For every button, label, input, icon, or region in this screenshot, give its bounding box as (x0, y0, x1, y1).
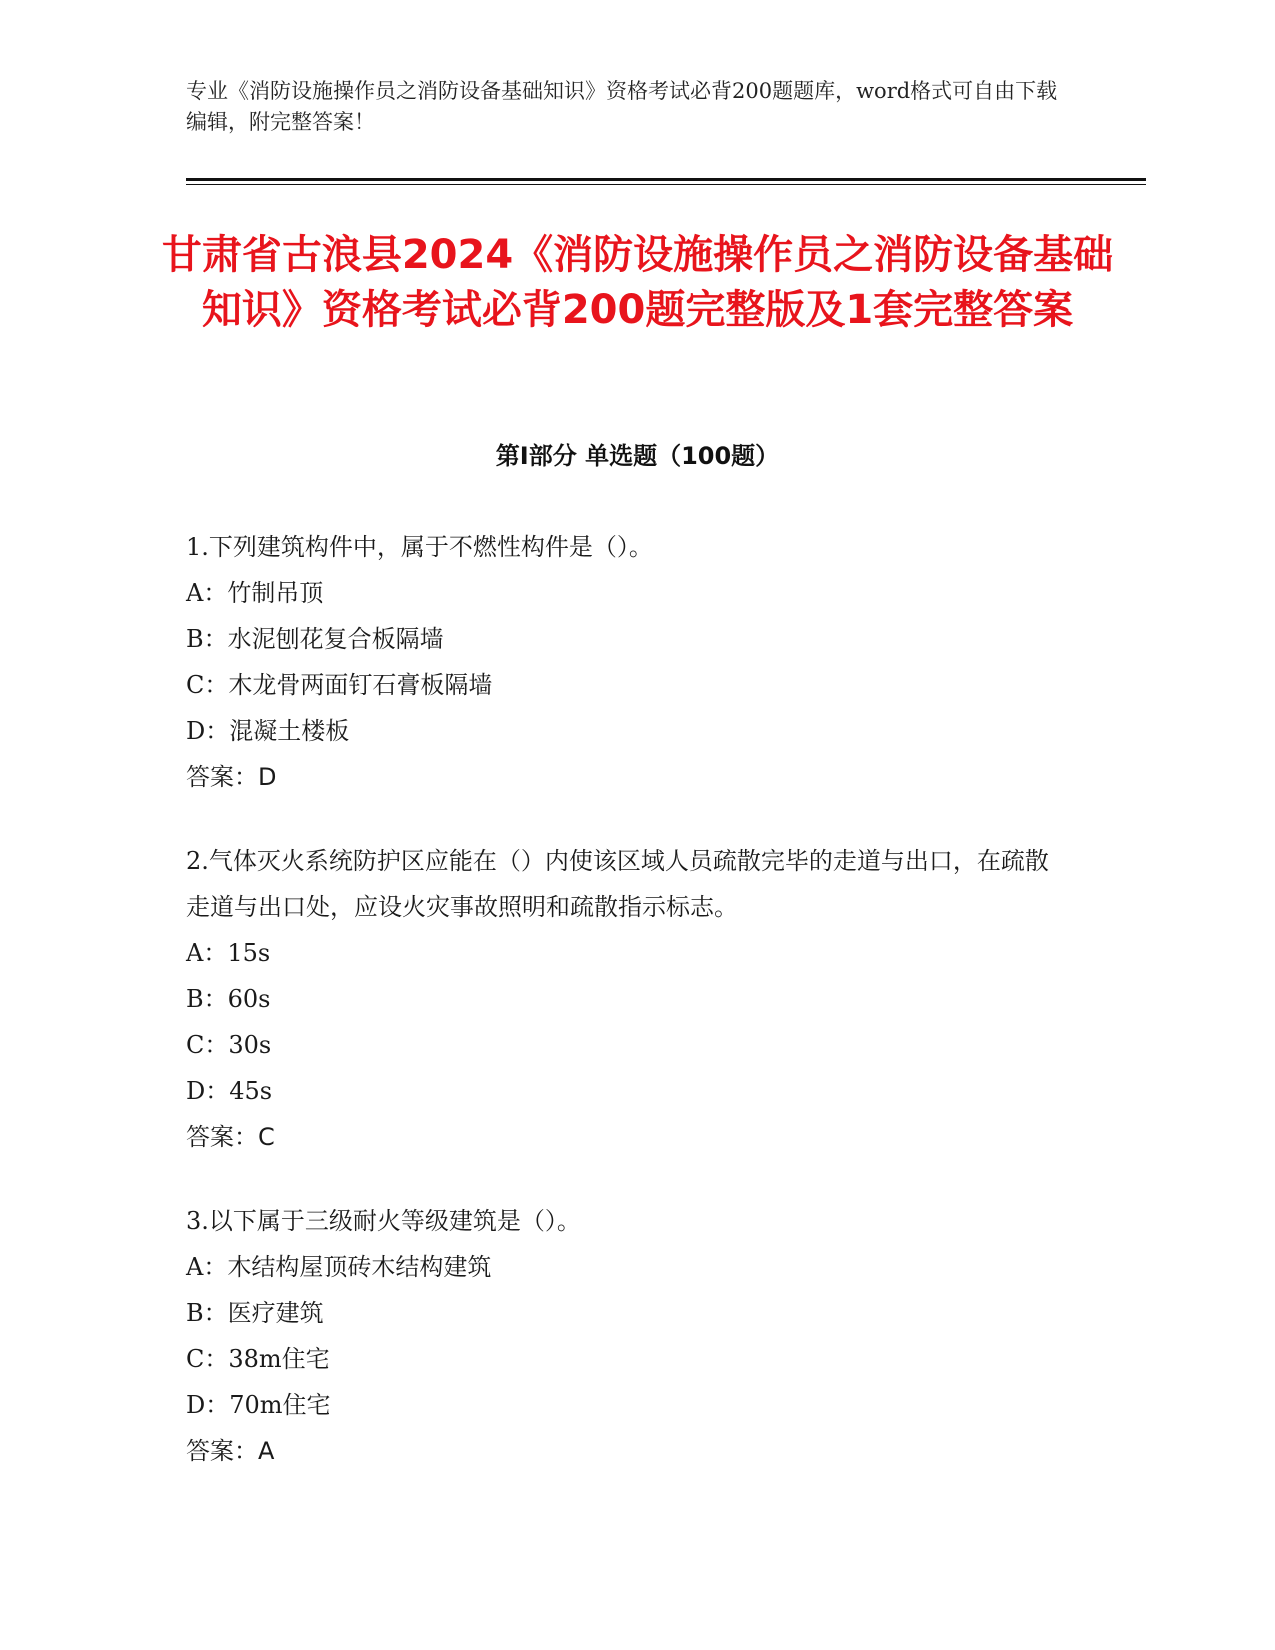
question-stem: 3.以下属于三级耐火等级建筑是（）。 (186, 1207, 581, 1235)
option-d: D：混凝土楼板 (186, 717, 350, 745)
answer: 答案：A (186, 1437, 275, 1465)
option-d: D：70m住宅 (186, 1391, 331, 1419)
option-b: B：60s (186, 985, 271, 1013)
option-b: B：水泥刨花复合板隔墙 (186, 625, 444, 653)
question-block (186, 1198, 1066, 1474)
header-divider-thick (186, 178, 1146, 181)
question-block (186, 838, 1066, 1160)
option-b: B：医疗建筑 (186, 1299, 324, 1327)
answer: 答案：C (186, 1123, 275, 1151)
option-a: A：15s (186, 939, 271, 967)
option-a: A：竹制吊顶 (186, 579, 324, 607)
answer: 答案：D (186, 763, 277, 791)
option-a: A：木结构屋顶砖木结构建筑 (186, 1253, 492, 1281)
option-c: C：38m住宅 (186, 1345, 330, 1373)
option-c: C：木龙骨两面钉石膏板隔墙 (186, 671, 493, 699)
header-divider-thin (186, 184, 1146, 185)
section-title: 第I部分 单选题（100题） (495, 442, 780, 470)
question-stem: 1.下列建筑构件中，属于不燃性构件是（）。 (186, 533, 653, 561)
option-d: D：45s (186, 1077, 273, 1105)
question-block (186, 524, 1066, 800)
option-c: C：30s (186, 1031, 272, 1059)
header-note: 专业《消防设施操作员之消防设备基础知识》资格考试必背200题题库，word格式可自由下载编辑，附完整答案！ (186, 79, 1058, 134)
document-title: 甘肃省古浪县2024《消防设施操作员之消防设备基础知识》资格考试必背200题完整版及1套完整答案 (161, 232, 1114, 333)
question-stem: 2.气体灭火系统防护区应能在（）内使该区域人员疏散完毕的走道与出口，在疏散走道与出口处，应设火灾事故照明和疏散指示标志。 (186, 847, 1049, 921)
